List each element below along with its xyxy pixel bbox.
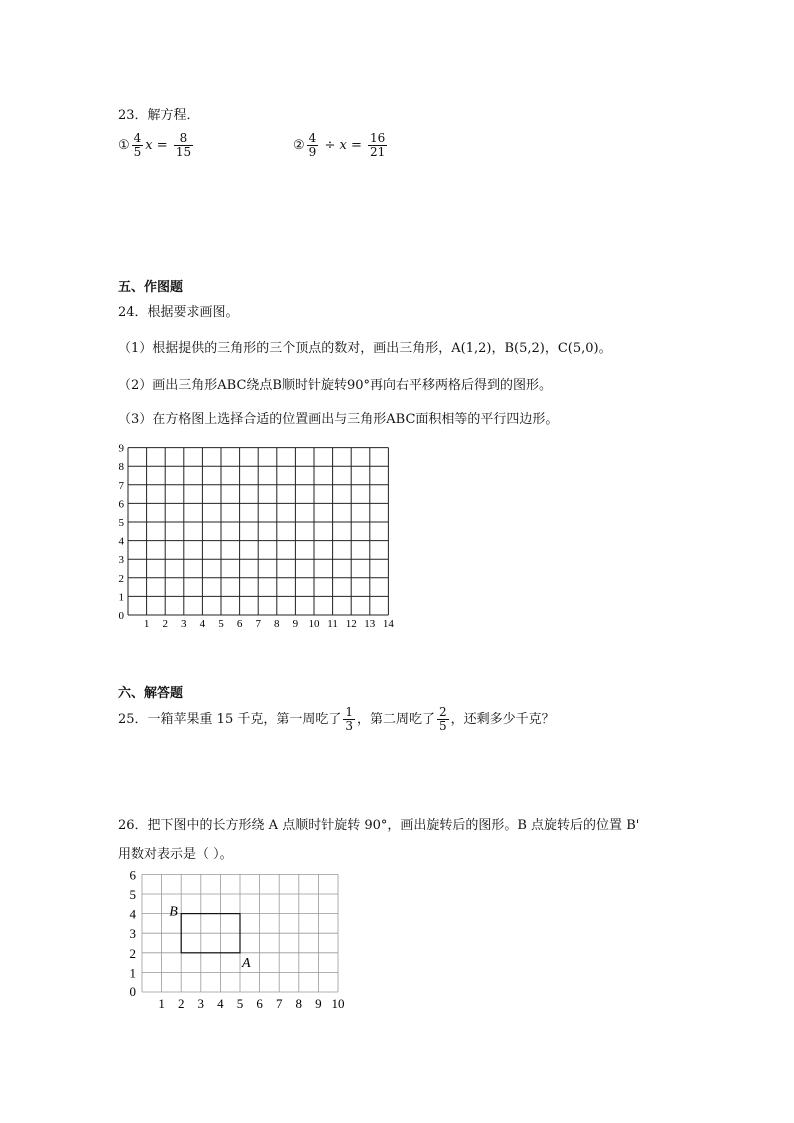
q25-fraction-2: $\frac{2}{5}$: [439, 705, 447, 733]
q26-x-tick-label: 2: [177, 996, 185, 1011]
q26-y-tick-label: 3: [129, 926, 136, 942]
q26-x-tick-label: 5: [236, 996, 244, 1011]
q26-y-tick-label: 2: [129, 945, 136, 961]
eq2-fraction-b: $\frac{16}{21}$: [370, 131, 386, 159]
q26-x-tick-label: 1: [158, 996, 165, 1011]
q26-x-tick-label: 4: [217, 996, 224, 1011]
q26-line-2: 用数对表示是（ ）。: [118, 847, 233, 862]
q24-x-tick-label: 10: [308, 618, 320, 630]
eq2-marker: ②: [293, 138, 305, 153]
q24-part-2: （2）画出三角形ABC绕点B顺时针旋转90°再向右平移两格后得到的图形。: [118, 378, 552, 393]
q24-y-tick-label: 8: [118, 461, 124, 474]
q26-y-tick-label: 5: [129, 887, 136, 902]
q24-y-tick-label: 7: [118, 479, 124, 492]
q23-title: 23．解方程．: [118, 108, 200, 123]
q26-x-tick-label: 9: [315, 996, 322, 1011]
q26-label-a: A: [242, 955, 251, 971]
q26-x-tick-label: 7: [275, 996, 283, 1011]
q24-x-tick-label: 6: [236, 618, 243, 630]
q24-y-tick-label: 4: [118, 535, 124, 548]
q24-part-1: （1）根据提供的三角形的三个顶点的数对，画出三角形，A(1,2)，B(5,2)，C(5,0)。: [118, 341, 612, 356]
q24-y-tick-label: 1: [118, 591, 124, 604]
q24-x-tick-label: 8: [274, 618, 280, 630]
q24-y-tick-label: 9: [118, 442, 124, 455]
q24-x-tick-label: 11: [327, 618, 338, 630]
q24-x-tick-label: 3: [181, 618, 187, 630]
q24-x-tick-label: 1: [143, 618, 150, 630]
eq1-equals: =: [156, 138, 168, 153]
eq2-fraction-a: $\frac{4}{9}$: [308, 131, 317, 159]
q26-x-labels: [158, 996, 344, 1011]
q24-x-tick-label: 7: [255, 618, 261, 630]
q26-x-tick-label: 10: [331, 996, 345, 1011]
eq2-equals: =: [350, 138, 362, 153]
q24-x-tick-label: 4: [199, 618, 206, 630]
q26-x-tick-label: 6: [256, 996, 263, 1011]
q23-equation-2: [293, 132, 389, 159]
q24-x-tick-label: 12: [345, 618, 357, 630]
q24-grid: [110, 436, 410, 632]
q25-fraction-1: $\frac{1}{3}$: [345, 705, 353, 733]
q26-x-tick-label: 3: [197, 996, 205, 1011]
q24-x-labels: [144, 618, 395, 630]
eq1-fraction-a: $\frac{4}{5}$: [133, 131, 142, 159]
q25-part-1: 25．一箱苹果重 15 千克，第一周吃了: [118, 712, 342, 727]
q25-part-2: ，第二周吃了: [357, 712, 436, 727]
eq2-variable: x: [339, 138, 347, 153]
q24-x-tick-label: 14: [382, 618, 394, 630]
q24-y-labels: [119, 443, 125, 622]
q26-y-labels: [130, 867, 137, 999]
section-6-title: 六、解答题: [118, 686, 184, 701]
q26-y-tick-label: 1: [129, 965, 136, 981]
q24-x-tick-label: 13: [364, 618, 376, 630]
eq2-operator: ÷: [324, 138, 336, 153]
eq1-marker: ①: [118, 138, 130, 153]
q24-y-tick-label: 5: [118, 517, 124, 529]
q26-y-tick-label: 4: [129, 906, 136, 922]
q26-grid: [110, 866, 370, 1016]
q24-y-tick-label: 3: [118, 554, 124, 567]
q24-y-tick-label: 2: [118, 572, 124, 585]
q24-y-tick-label: 0: [118, 610, 124, 622]
q26-y-tick-label: 0: [129, 984, 136, 999]
q26-x-tick-label: 8: [295, 996, 303, 1011]
eq1-variable: x: [145, 138, 153, 153]
q24-x-tick-label: 5: [218, 618, 224, 630]
q24-part-3: （3）在方格图上选择合适的位置画出与三角形ABC面积相等的平行四边形。: [118, 412, 559, 427]
eq1-fraction-b: $\frac{8}{15}$: [175, 131, 192, 159]
q26-line-1: 26．把下图中的长方形绕 A 点顺时针旋转 90°，画出旋转后的图形。B 点旋转后的位置 B': [118, 818, 640, 833]
q26-y-tick-label: 6: [129, 867, 136, 883]
section-5-title: 五、作图题: [118, 280, 184, 295]
q24-title: 24．根据要求画图。: [118, 305, 239, 320]
q25-part-3: ，还剩多少千克？: [450, 712, 555, 727]
q23-equation-1: [118, 132, 195, 159]
q26-label-b: B: [169, 904, 178, 920]
q25-text: [118, 706, 555, 733]
q24-x-tick-label: 2: [162, 618, 168, 630]
q24-y-tick-label: 6: [118, 498, 124, 511]
q24-grid-lines: [128, 448, 388, 615]
q24-x-tick-label: 9: [292, 618, 299, 630]
